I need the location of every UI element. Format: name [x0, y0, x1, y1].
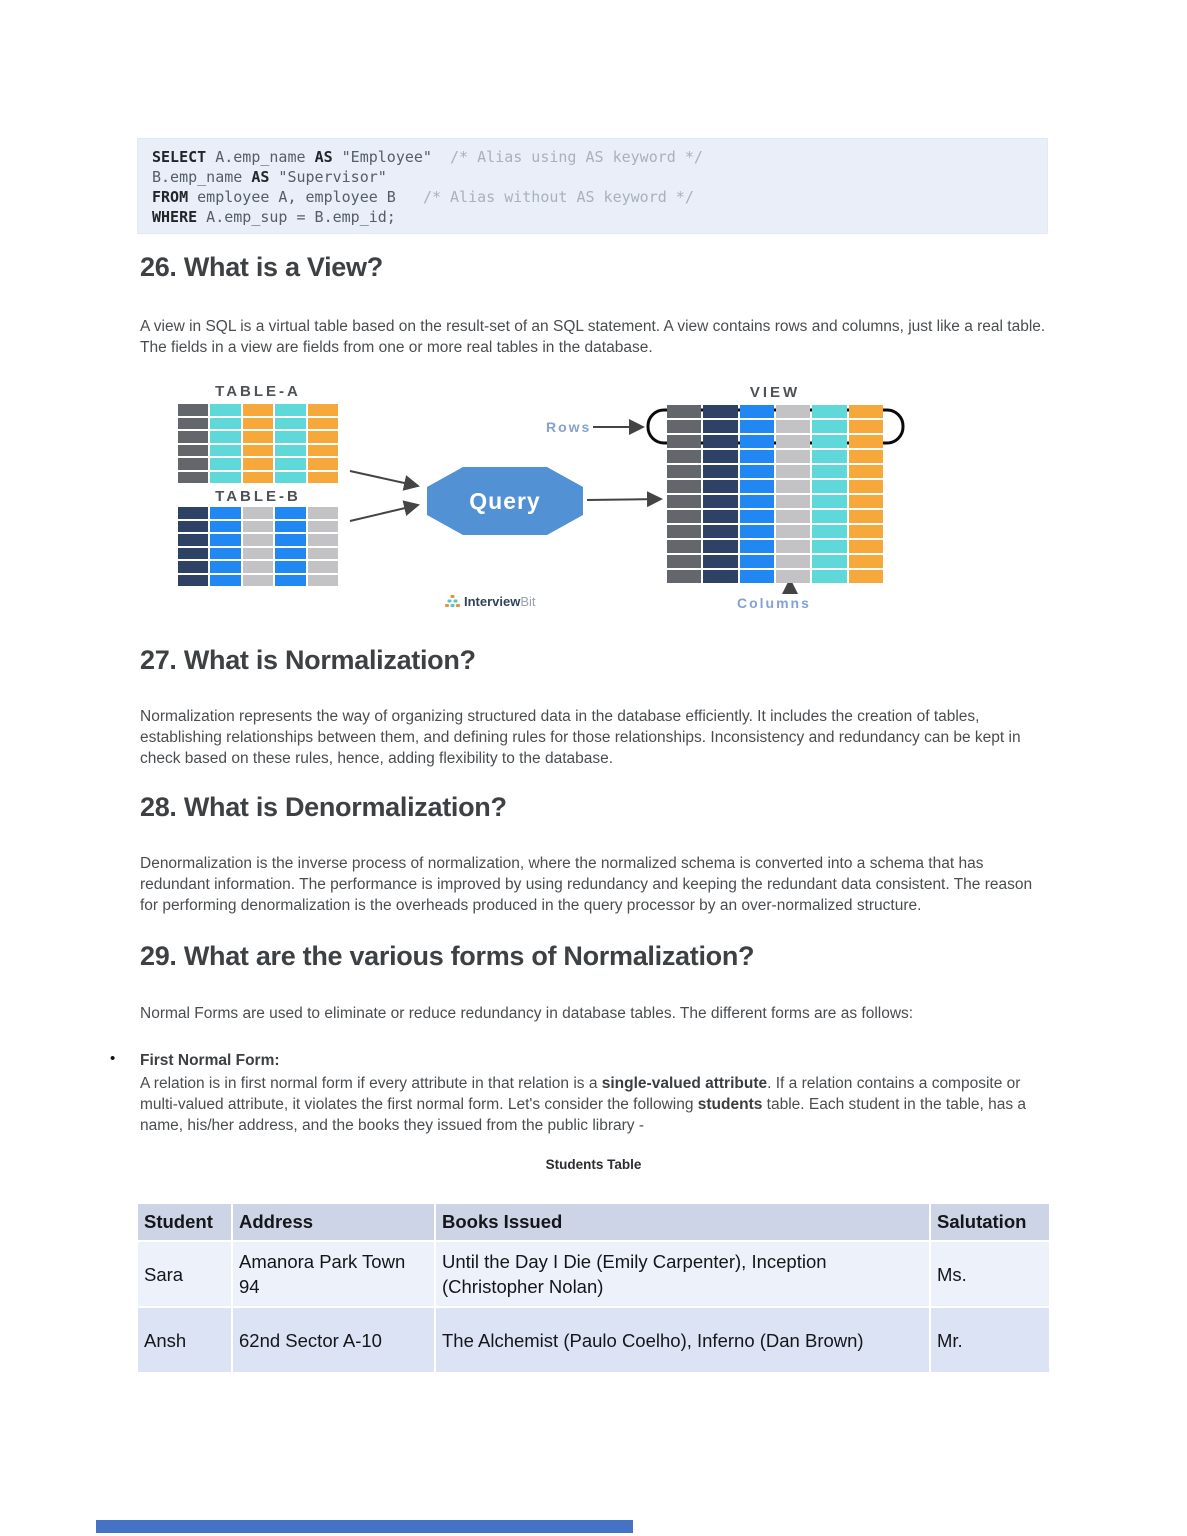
grid-cell	[703, 480, 737, 493]
grid-cell	[740, 405, 774, 418]
grid-cell	[275, 521, 305, 533]
grid-cell	[812, 465, 846, 478]
grid-cell	[275, 534, 305, 546]
grid-cell	[812, 450, 846, 463]
grid-cell	[849, 465, 883, 478]
grid-cell	[812, 510, 846, 523]
grid-cell	[178, 561, 208, 573]
grid-cell	[243, 418, 273, 430]
grid-cell	[740, 480, 774, 493]
text-segment: students	[697, 1096, 763, 1113]
grid-cell	[210, 445, 240, 457]
text-segment: single-valued attribute	[601, 1075, 768, 1092]
grid-cell	[243, 445, 273, 457]
grid-cell	[812, 540, 846, 553]
grid-cell	[667, 420, 701, 433]
grid-cell	[308, 418, 338, 430]
question-29-paragraph: Normal Forms are used to eliminate or reduce redundancy in database tables. The different forms are as follows:	[140, 1005, 914, 1022]
grid-cell	[849, 555, 883, 568]
table-cell: Ms.	[930, 1241, 1050, 1307]
grid-cell	[849, 405, 883, 418]
question-28-paragraph: Denormalization is the inverse process of normalization, where the normalized schema is converted into a schema that has redundant information. The performance is improved by using redundancy and keeping the redundant data consistent. The reason for performing denormalization is the overheads produced in the query processor by an over-normalized structure.	[140, 855, 1033, 914]
grid-cell	[776, 510, 810, 523]
grid-cell	[703, 540, 737, 553]
grid-cell	[243, 472, 273, 484]
table-cell: Amanora Park Town 94	[232, 1241, 435, 1307]
grid-cell	[740, 570, 774, 583]
grid-cell	[667, 405, 701, 418]
code-token: "Supervisor"	[269, 168, 387, 186]
grid-cell	[178, 548, 208, 560]
grid-cell	[210, 404, 240, 416]
view-grid	[667, 405, 883, 583]
grid-cell	[178, 534, 208, 546]
grid-cell	[178, 458, 208, 470]
text-segment: A relation is in first normal form if every attribute in that relation is a	[140, 1075, 602, 1092]
grid-cell	[308, 431, 338, 443]
grid-cell	[703, 555, 737, 568]
grid-cell	[740, 495, 774, 508]
code-token: employee A, employee B	[188, 188, 423, 206]
view-label: VIEW	[749, 384, 801, 401]
students-table-body	[137, 1241, 1050, 1373]
grid-cell	[178, 507, 208, 519]
interviewbit-logo-icon	[445, 595, 460, 608]
grid-cell	[812, 495, 846, 508]
view-diagram	[140, 383, 940, 621]
grid-cell	[210, 458, 240, 470]
grid-cell	[275, 445, 305, 457]
students-table-caption: Students Table	[545, 1157, 642, 1172]
arrow-query-to-view	[587, 499, 661, 500]
grid-cell	[849, 540, 883, 553]
table-b-grid	[178, 507, 338, 586]
grid-cell	[667, 465, 701, 478]
grid-cell	[210, 507, 240, 519]
grid-cell	[178, 431, 208, 443]
table-cell: Sara	[137, 1241, 232, 1307]
logo-text-secondary: Bit	[520, 594, 536, 609]
code-line	[152, 187, 1033, 207]
grid-cell	[210, 534, 240, 546]
table-cell: Until the Day I Die (Emily Carpenter), Inception (Christopher Nolan)	[435, 1241, 930, 1307]
next-table-header-strip	[96, 1520, 633, 1533]
grid-cell	[776, 420, 810, 433]
grid-cell	[740, 525, 774, 538]
grid-cell	[667, 435, 701, 448]
code-token: /* Alias without AS keyword */	[422, 188, 694, 206]
grid-cell	[849, 570, 883, 583]
grid-cell	[243, 458, 273, 470]
grid-cell	[812, 480, 846, 493]
column-header: Salutation	[930, 1203, 1050, 1241]
grid-cell	[308, 521, 338, 533]
table-cell: Ansh	[137, 1307, 232, 1373]
arrow-table-b-to-query	[350, 505, 418, 521]
grid-cell	[210, 521, 240, 533]
grid-cell	[243, 575, 273, 587]
grid-cell	[740, 540, 774, 553]
code-token: AS	[314, 148, 333, 166]
grid-cell	[812, 405, 846, 418]
grid-cell	[308, 458, 338, 470]
code-line	[152, 147, 1033, 167]
grid-cell	[703, 465, 737, 478]
table-a-grid	[178, 404, 338, 483]
grid-cell	[308, 445, 338, 457]
table-cell: Mr.	[930, 1307, 1050, 1373]
grid-cell	[308, 404, 338, 416]
grid-cell	[703, 570, 737, 583]
code-token: A.emp_sup = B.emp_id;	[197, 208, 396, 226]
grid-cell	[667, 510, 701, 523]
table-cell: 62nd Sector A-10	[232, 1307, 435, 1373]
grid-cell	[703, 510, 737, 523]
grid-cell	[849, 450, 883, 463]
arrow-table-a-to-query	[350, 471, 418, 486]
grid-cell	[308, 561, 338, 573]
grid-cell	[210, 548, 240, 560]
text-segment: table. Each student in the table, has a name, his/her address, and the books they issued from the public library -	[140, 1096, 1027, 1134]
grid-cell	[275, 418, 305, 430]
students-table-header-row	[137, 1203, 1050, 1241]
grid-cell	[740, 450, 774, 463]
code-token: "Employee"	[332, 148, 451, 166]
students-table	[137, 1203, 1050, 1373]
grid-cell	[703, 405, 737, 418]
grid-cell	[308, 548, 338, 560]
grid-cell	[776, 450, 810, 463]
grid-cell	[308, 534, 338, 546]
grid-cell	[275, 431, 305, 443]
grid-cell	[776, 570, 810, 583]
grid-cell	[178, 521, 208, 533]
grid-cell	[667, 480, 701, 493]
question-28-heading: 28. What is Denormalization?	[140, 792, 507, 822]
query-label: Query	[469, 487, 541, 514]
grid-cell	[776, 495, 810, 508]
grid-cell	[849, 420, 883, 433]
grid-cell	[308, 472, 338, 484]
code-token: WHERE	[152, 208, 198, 226]
grid-cell	[178, 575, 208, 587]
grid-cell	[849, 510, 883, 523]
code-token: AS	[251, 168, 270, 186]
code-line	[152, 167, 1033, 187]
grid-cell	[740, 510, 774, 523]
table-b-label: TABLE-B	[215, 488, 301, 505]
grid-cell	[243, 561, 273, 573]
grid-cell	[812, 525, 846, 538]
grid-cell	[776, 435, 810, 448]
grid-cell	[776, 405, 810, 418]
grid-cell	[210, 431, 240, 443]
sql-code-block	[137, 138, 1048, 234]
grid-cell	[667, 495, 701, 508]
grid-cell	[849, 435, 883, 448]
question-26-heading: 26. What is a View?	[140, 252, 383, 282]
grid-cell	[667, 525, 701, 538]
text-segment: . If a relation contains a composite or multi-valued attribute, it violates the first normal form. Let's consider the following	[140, 1075, 1021, 1113]
rows-annotation: Rows	[546, 419, 592, 435]
grid-cell	[243, 548, 273, 560]
code-token: /* Alias using AS keyword */	[450, 148, 703, 166]
grid-cell	[776, 555, 810, 568]
grid-cell	[776, 540, 810, 553]
column-header: Address	[232, 1203, 435, 1241]
question-26-paragraph: A view in SQL is a virtual table based on the result-set of an SQL statement. A view contains rows and columns, just like a real table. The fields in a view are fields from one or more real tables in the database.	[140, 318, 1046, 356]
grid-cell	[703, 495, 737, 508]
grid-cell	[275, 404, 305, 416]
grid-cell	[849, 480, 883, 493]
column-header: Student	[137, 1203, 232, 1241]
grid-cell	[812, 420, 846, 433]
grid-cell	[243, 431, 273, 443]
grid-cell	[308, 507, 338, 519]
grid-cell	[667, 555, 701, 568]
grid-cell	[812, 570, 846, 583]
grid-cell	[308, 575, 338, 587]
logo-text-primary: Interview	[464, 594, 521, 609]
grid-cell	[812, 435, 846, 448]
grid-cell	[243, 507, 273, 519]
table-row	[137, 1241, 1050, 1307]
grid-cell	[703, 420, 737, 433]
code-token: SELECT	[152, 148, 207, 166]
grid-cell	[703, 450, 737, 463]
grid-cell	[849, 525, 883, 538]
grid-cell	[210, 561, 240, 573]
grid-cell	[740, 465, 774, 478]
grid-cell	[178, 445, 208, 457]
code-token: A.emp_name	[206, 148, 315, 166]
code-line	[152, 207, 1033, 227]
grid-cell	[275, 507, 305, 519]
table-cell: The Alchemist (Paulo Coelho), Inferno (Dan Brown)	[435, 1307, 930, 1373]
question-27-heading: 27. What is Normalization?	[140, 645, 476, 675]
grid-cell	[667, 570, 701, 583]
first-normal-form-title: First Normal Form:	[140, 1052, 280, 1069]
first-normal-form-body	[140, 1073, 1043, 1136]
grid-cell	[740, 555, 774, 568]
grid-cell	[776, 480, 810, 493]
grid-cell	[275, 458, 305, 470]
grid-cell	[812, 555, 846, 568]
grid-cell	[667, 450, 701, 463]
grid-cell	[275, 561, 305, 573]
grid-cell	[178, 472, 208, 484]
grid-cell	[703, 435, 737, 448]
grid-cell	[740, 420, 774, 433]
grid-cell	[667, 540, 701, 553]
grid-cell	[210, 575, 240, 587]
code-token: FROM	[152, 188, 189, 206]
grid-cell	[210, 418, 240, 430]
question-27-paragraph: Normalization represents the way of organizing structured data in the database efficiently. It includes the creation of tables, establishing relationships between them, and defining rules for those relationships. Inconsistency and redundancy can be kept in check based on these rules, hence, adding flexibility to the database.	[140, 708, 1021, 767]
interviewbit-logo	[445, 594, 536, 609]
grid-cell	[776, 525, 810, 538]
columns-annotation: Columns	[737, 595, 811, 611]
grid-cell	[703, 525, 737, 538]
grid-cell	[275, 472, 305, 484]
grid-cell	[275, 575, 305, 587]
table-a-label: TABLE-A	[215, 383, 301, 400]
column-header: Books Issued	[435, 1203, 930, 1241]
grid-cell	[243, 534, 273, 546]
grid-cell	[243, 404, 273, 416]
grid-cell	[849, 495, 883, 508]
grid-cell	[275, 548, 305, 560]
grid-cell	[243, 521, 273, 533]
code-token: B.emp_name	[152, 168, 252, 186]
question-29-heading: 29. What are the various forms of Normalization?	[140, 941, 755, 971]
grid-cell	[740, 435, 774, 448]
bullet-marker: •	[110, 1050, 116, 1067]
grid-cell	[210, 472, 240, 484]
grid-cell	[178, 404, 208, 416]
grid-cell	[178, 418, 208, 430]
table-row	[137, 1307, 1050, 1373]
grid-cell	[776, 465, 810, 478]
